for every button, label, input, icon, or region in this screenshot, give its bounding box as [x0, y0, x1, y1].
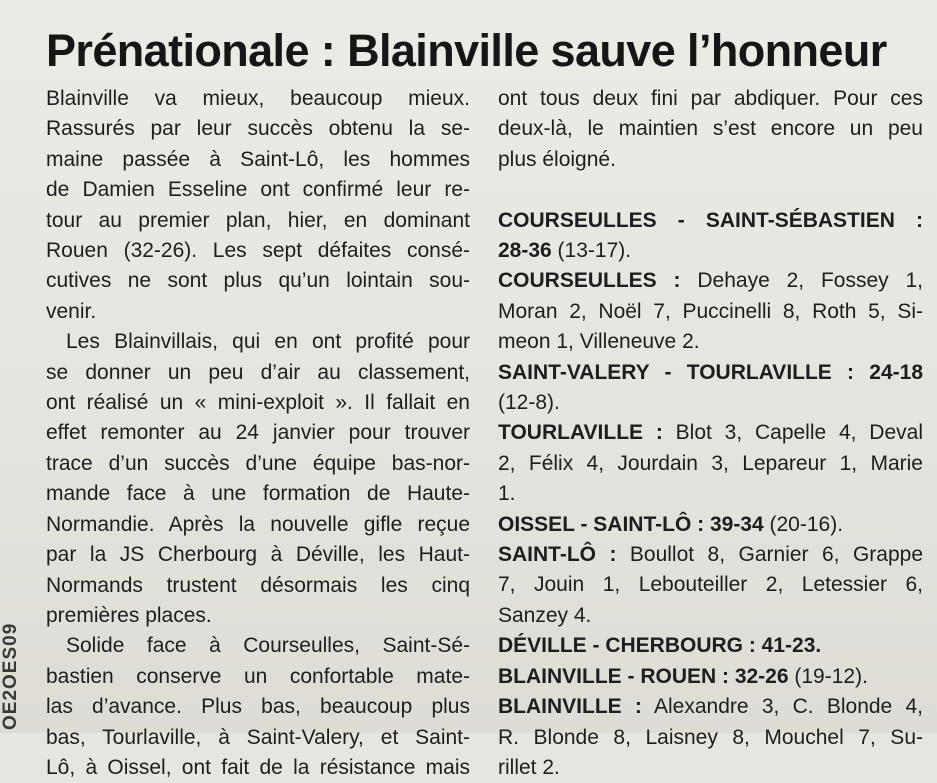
- text-line: [46, 540, 470, 570]
- text-line: [498, 723, 923, 753]
- bold-heading: COURSEULLES :: [498, 269, 681, 293]
- article-headline: Prénationale : Blainville sauve l’honneur: [46, 25, 887, 76]
- line-text: 1.: [498, 482, 516, 506]
- text-line: [498, 236, 923, 266]
- line-text: Moran 2, Noël 7, Puccinelli 8, Roth 5, Si-: [498, 299, 923, 323]
- text-line: [498, 418, 923, 448]
- bold-heading: SAINT-LÔ :: [498, 543, 617, 567]
- line-text: par la JS Cherbourg à Déville, les Haut-: [46, 543, 470, 567]
- line-text: premières places.: [46, 603, 212, 627]
- line-text: tour au premier plan, hier, en dominant: [46, 208, 470, 232]
- text-line: [498, 479, 923, 509]
- text-line: [46, 236, 470, 266]
- text-line: [498, 327, 923, 357]
- line-text: Dehaye 2, Fossey 1,: [680, 269, 924, 293]
- text-line: [498, 601, 923, 631]
- bold-heading: BLAINVILLE :: [498, 695, 642, 719]
- line-text: bas, Tourlaville, à Saint-Valery, et Saint-: [46, 725, 470, 749]
- text-line: [498, 631, 923, 661]
- bold-heading: DÉVILLE - CHERBOURG : 41-23.: [498, 634, 822, 658]
- line-text: ont tous deux fini par abdiquer. Pour ces: [498, 87, 923, 110]
- line-text: de Damien Esseline ont confirmé leur re-: [46, 178, 470, 202]
- text-line: [46, 479, 470, 509]
- text-line: [498, 266, 923, 296]
- text-line: [46, 571, 470, 601]
- text-line: [46, 145, 470, 175]
- line-text: Blot 3, Capelle 4, Deval: [662, 421, 923, 445]
- bold-heading: COURSEULLES - SAINT-SÉBASTIEN :: [498, 208, 923, 232]
- line-text: 7, Jouin 1, Lebouteiller 2, Letessier 6,: [498, 573, 923, 597]
- bold-heading: OISSEL - SAINT-LÔ : 39-34: [498, 512, 764, 536]
- text-line: [498, 449, 923, 479]
- line-text: R. Blonde 8, Laisney 8, Mouchel 7, Su-: [498, 725, 923, 749]
- line-text: cutives ne sont plus qu’un lointain sou-: [46, 269, 470, 293]
- text-line: [498, 388, 923, 418]
- line-text: las d’avance. Plus bas, beaucoup plus: [46, 695, 470, 719]
- line-text: effet remonter au 24 janvier pour trouver: [46, 421, 470, 445]
- text-line: [498, 145, 923, 175]
- line-text: mande face à une formation de Haute-: [46, 482, 470, 506]
- text-line: [46, 175, 470, 205]
- text-line: [498, 540, 923, 570]
- bold-heading: BLAINVILLE - ROUEN : 32-26: [498, 664, 789, 688]
- line-text: (13-17).: [551, 239, 632, 263]
- line-text: 2, Félix 4, Jourdain 3, Lepareur 1, Marie: [498, 451, 923, 475]
- text-line: [46, 601, 470, 631]
- text-line: [498, 662, 923, 692]
- text-line: [46, 753, 470, 783]
- text-line: [46, 84, 470, 114]
- text-line: [498, 510, 923, 540]
- line-text: venir.: [46, 299, 97, 323]
- line-text: Rouen (32-26). Les sept défaites consé-: [46, 239, 470, 263]
- text-line: [46, 206, 470, 236]
- line-text: Alexandre 3, C. Blonde 4,: [641, 695, 923, 719]
- paragraph-spacer: [498, 175, 923, 205]
- text-line: [498, 753, 923, 783]
- text-line: [498, 206, 923, 236]
- text-line: [46, 510, 470, 540]
- text-line: [46, 723, 470, 753]
- line-text: meon 1, Villeneuve 2.: [498, 330, 700, 354]
- text-line: [46, 266, 470, 296]
- line-text: (12-8).: [498, 391, 560, 415]
- bold-heading: TOURLAVILLE :: [498, 421, 663, 445]
- line-text: Rassurés par leur succès obtenu la se-: [46, 117, 470, 141]
- line-text: maine passée à Saint-Lô, les hommes: [46, 147, 470, 171]
- text-line: [498, 358, 923, 388]
- text-line: [46, 327, 470, 357]
- line-text: Boullot 8, Garnier 6, Grappe: [616, 543, 924, 567]
- text-line: [498, 570, 923, 600]
- line-text: bastien conserve un confortable mate-: [46, 664, 470, 688]
- line-text: Blainville va mieux, beaucoup mieux.: [46, 87, 470, 110]
- text-line: [46, 692, 470, 722]
- text-line: [46, 388, 470, 418]
- text-line: [46, 297, 470, 327]
- line-text: ont réalisé un « mini-exploit ». Il fallait en: [46, 391, 470, 415]
- text-line: [46, 114, 470, 144]
- line-text: (20-16).: [763, 512, 844, 536]
- text-line: [46, 418, 470, 448]
- bold-heading: SAINT-VALERY - TOURLAVILLE : 24-18: [498, 360, 923, 384]
- line-text: Solide face à Courseulles, Saint-Sé-: [66, 634, 470, 658]
- line-text: Les Blainvillais, qui en ont profité pour: [66, 330, 470, 354]
- line-text: Normands trustent désormais les cinq: [46, 573, 470, 597]
- text-line: [498, 114, 923, 144]
- line-text: rillet 2.: [498, 755, 560, 779]
- text-line: [46, 631, 470, 661]
- bold-heading: 28-36: [498, 239, 552, 263]
- line-text: Lô, à Oissel, ont fait de la résistance mais: [46, 755, 470, 779]
- text-line: [46, 358, 470, 388]
- text-line: [46, 449, 470, 479]
- article-left-column: [46, 84, 470, 783]
- line-text: se donner un peu d’air au classement,: [46, 360, 470, 384]
- line-text: (19-12).: [788, 664, 868, 688]
- line-text: plus éloigné.: [498, 147, 616, 171]
- text-line: [498, 297, 923, 327]
- line-text: Normandie. Après la nouvelle gifle reçue: [46, 512, 470, 536]
- page-edge-code: OE2OES09: [0, 622, 21, 730]
- text-line: [46, 662, 470, 692]
- line-text: deux-là, le maintien s’est encore un peu: [498, 117, 923, 141]
- text-line: [498, 84, 923, 114]
- article-right-column: [498, 84, 923, 783]
- line-text: trace d’un succès d’une équipe bas-nor-: [46, 451, 470, 475]
- text-line: [498, 692, 923, 722]
- line-text: Sanzey 4.: [498, 603, 592, 627]
